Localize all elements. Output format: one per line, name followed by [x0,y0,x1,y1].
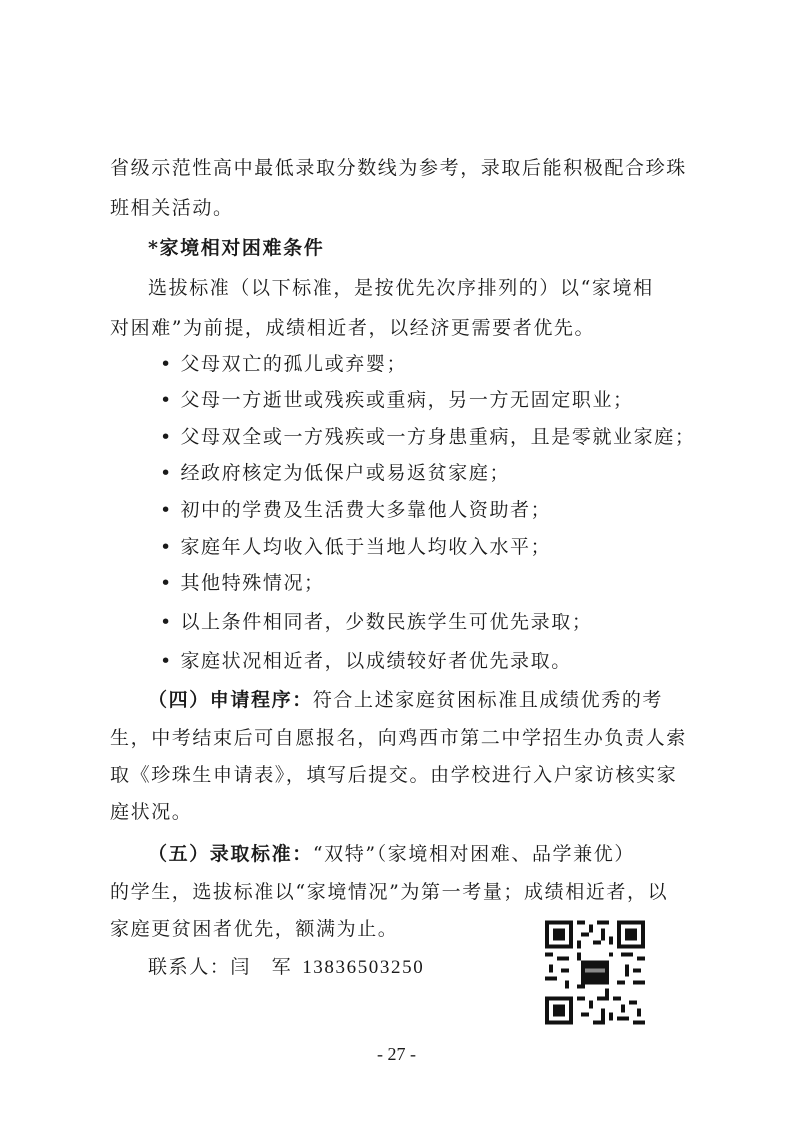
bullet-item: • 家庭状况相近者，以成绩较好者优先录取。 [160,650,572,672]
bullet-item: • 其他特殊情况； [160,572,325,594]
bullet-item: • 父母双全或一方残疾或一方身患重病，且是零就业家庭； [160,426,696,448]
section-line [148,842,635,866]
contact-line [148,955,424,980]
paragraph-line: 班相关活动。 [110,197,234,219]
bullet-item: • 以上条件相同者，少数民族学生可优先录取； [160,611,593,633]
section-title: （五）录取标准： [148,843,313,865]
page-number: - 27 - [377,1044,416,1064]
contact-label: 联系人：闫 军 [148,956,293,978]
contact-phone: 13836503250 [302,957,425,978]
paragraph-line: 的学生，选拔标准以“家境情况”为第一考量；成绩相近者，以 [110,881,669,903]
paragraph-line: 省级示范性高中最低录取分数线为参考，录取后能积极配合珍珠 [110,157,687,179]
paragraph-line: 庭状况。 [110,801,193,823]
section-title: （四）申请程序： [148,689,313,711]
bullet-item: • 父母双亡的孤儿或弃婴； [160,353,408,375]
section-line [148,688,663,712]
paragraph-line: 取《珍珠生申请表》，填写后提交。由学校进行入户家访核实家 [110,764,678,786]
section-heading: *家境相对困难条件 [148,237,325,259]
paragraph-line: 对困难”为前提，成绩相近者，以经济更需要者优先。 [110,317,596,339]
bullet-item: • 家庭年人均收入低于当地人均收入水平； [160,536,552,558]
bullet-item: • 父母一方逝世或残疾或重病，另一方无固定职业； [160,389,634,411]
bullet-item: • 经政府核定为低保户或易返贫家庭； [160,462,511,484]
qr-code-image [545,920,645,1025]
section-text: “双特”（家境相对困难、品学兼优） [312,843,635,865]
paragraph-line: 生，中考结束后可自愿报名，向鸡西市第二中学招生办负责人索 [110,727,687,749]
paragraph-line: 家庭更贫困者优先，额满为止。 [110,918,399,940]
paragraph-line: 选拔标准（以下标准，是按优先次序排列的）以“家境相 [148,277,654,299]
section-text: 符合上述家庭贫困标准且成绩优秀的考 [312,689,664,711]
bullet-item: • 初中的学费及生活费大多靠他人资助者； [160,499,552,521]
